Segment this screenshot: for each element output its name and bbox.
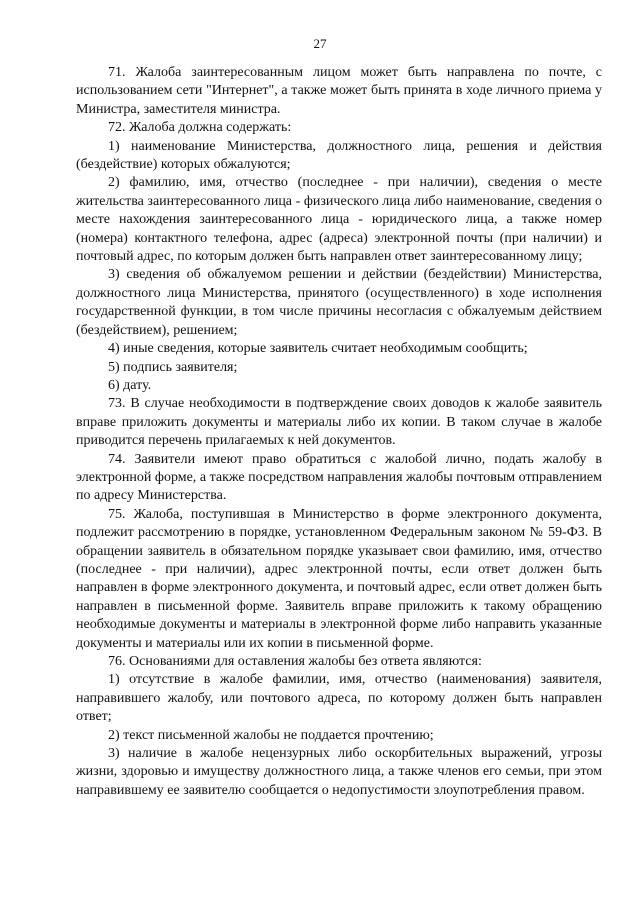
list-item-72-2: 2) фамилию, имя, отчество (последнее - при наличии), сведения о месте жительства заинтересованного лица - физического лица либо наименование, сведения о месте нахождения заинтересованного лица - юридического лица, а также номер (номера) контактного телефона, адрес (адреса) электронной почты (при наличии) и почтовый адрес, по которым должен быть направлен ответ заинтересованному лицу; xyxy=(76,175,602,265)
list-item-76-3: 3) наличие в жалобе нецензурных либо оскорбительных выражений, угрозы жизни, здоровью и имуществу должностного лица, а также членов его семьи, при этом направившему ее заявителю сообщается о недопустимости злоупотребления правом. xyxy=(76,746,602,798)
paragraph-71: 71. Жалоба заинтересованным лицом может быть направлена по почте, с использованием сети "Интернет", а также может быть принята в ходе личного приема у Министра, заместителя министра. xyxy=(76,65,602,117)
document-body xyxy=(76,64,602,800)
list-item-72-1: 1) наименование Министерства, должностного лица, решения и действия (бездействие) которых обжалуются; xyxy=(76,138,602,173)
paragraph-74: 74. Заявители имеют право обратиться с жалобой лично, подать жалобу в электронной форме, а также посредством направления жалобы почтовым отправлением по адресу Министерства. xyxy=(76,451,602,504)
paragraph-75: 75. Жалоба, поступившая в Министерство в форме электронного документа, подлежит рассмотрению в порядке, установленном Федеральным законом № 59-ФЗ. В обращении заявитель в обязательном порядке указывает свои фамилию, имя, отчество (последнее - при наличии), адрес электронной почты, если ответ должен быть направлен в форме электронного документа, и почтовый адрес, если ответ должен быть направлен в письменной форме. Заявитель вправе приложить к такому обращению необходимые документы и материалы в электронной форме либо направить указанные документы и материалы или их копии в письменной форме. xyxy=(76,506,602,651)
list-item-76-2: 2) текст письменной жалобы не поддается прочтению; xyxy=(108,727,434,743)
list-item-72-4: 4) иные сведения, которые заявитель считает необходимым сообщить; xyxy=(108,341,528,357)
paragraph-73: 73. В случае необходимости в подтверждение своих доводов к жалобе заявитель вправе приложить документы и материалы либо их копии. В таком случае в жалобе приводится перечень прилагаемых к ней документов. xyxy=(76,396,602,449)
list-item-72-3: 3) сведения об обжалуемом решении и действии (бездействии) Министерства, должностного лица Министерства, принятого (осуществленного) в ходе исполнения государственной функции, в том числе причины несогласия с обжалуемым действием (бездействием), решением; xyxy=(76,267,602,338)
paragraph-72: 72. Жалоба должна содержать: xyxy=(108,120,292,136)
list-item-72-5: 5) подпись заявителя; xyxy=(108,359,238,375)
list-item-72-6: 6) дату. xyxy=(108,377,152,393)
paragraph-76: 76. Основаниями для оставления жалобы без ответа являются: xyxy=(108,654,482,669)
page-number: 27 xyxy=(313,36,327,51)
list-item-76-1: 1) отсутствие в жалобе фамилии, имя, отчество (наименования) заявителя, направившего жалобу, или почтового адреса, по которому должен быть направлен ответ; xyxy=(76,672,602,725)
